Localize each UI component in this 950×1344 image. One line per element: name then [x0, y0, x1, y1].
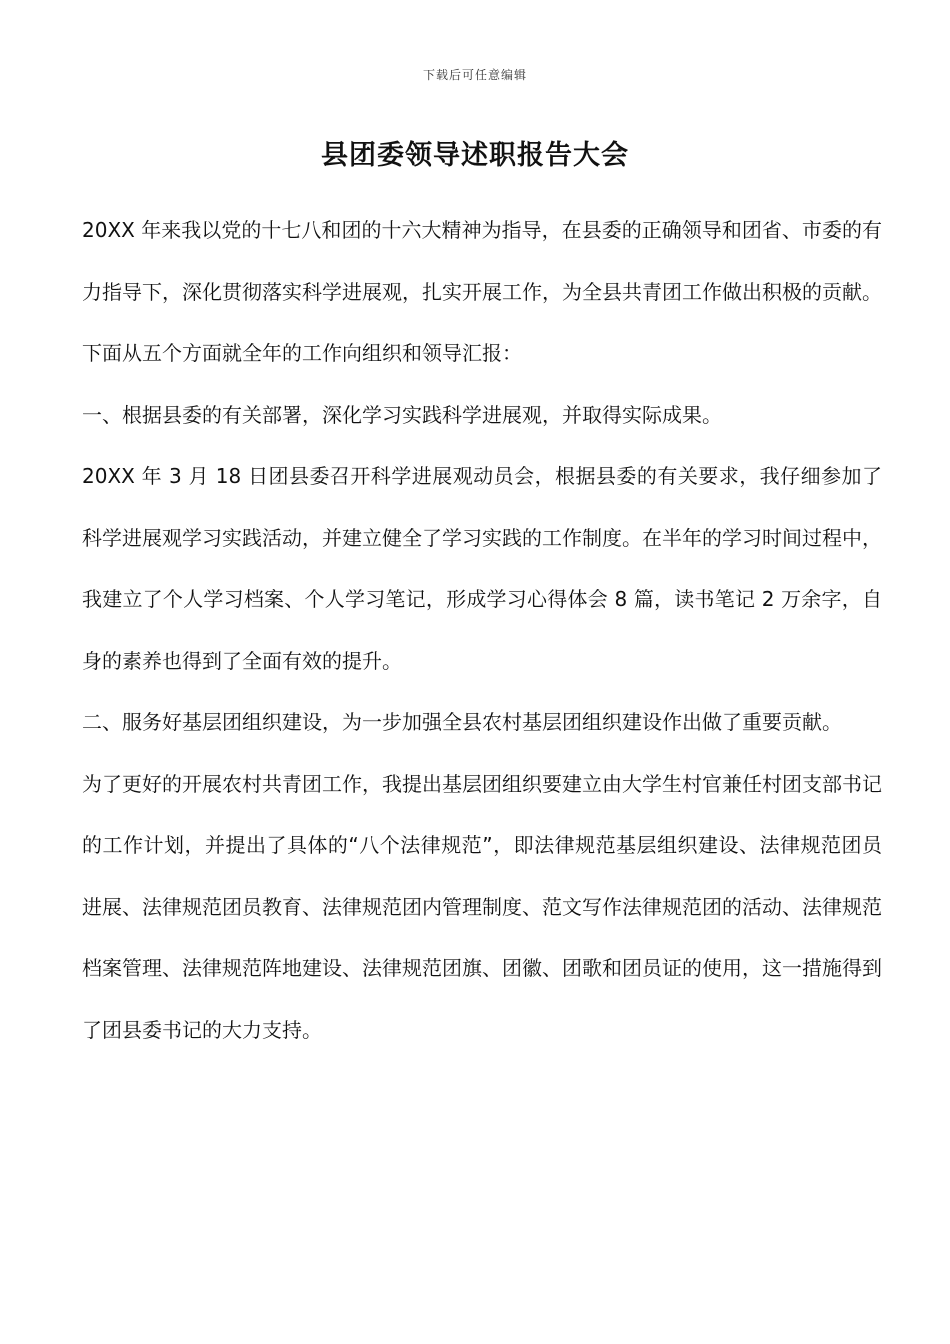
document-body [82, 200, 882, 1061]
paragraph-section-2: 为了更好的开展农村共青团工作，我提出基层团组织要建立由大学生村官兼任村团支部书记的工作计划，并提出了具体的“八个法律规范”，即法律规范基层组织建设、法律规范团员进展、法律规范团员教育、法律规范团内管理制度、范文写作法律规范团的活动、法律规范档案管理、法律规范阵地建设、法律规范团旗、团徽、团歌和团员证的使用，这一措施得到了团县委书记的大力支持。 [82, 771, 882, 1042]
header-note: 下载后可任意编辑 [422, 68, 527, 82]
paragraph-section-1: 20XX 年 3 月 18 日团县委召开科学进展观动员会，根据县委的有关要求，我仔细参加了科学进展观学习实践活动，并建立健全了学习实践的工作制度。在半年的学习时间过程中，我建立了个人学习档案、个人学习笔记，形成学习心得体会 8 篇，读书笔记 2 万余字，自身的素养也得到了全面有效的提升。 [82, 464, 882, 673]
section-heading-2: 二、服务好基层团组织建设，为一步加强全县农村基层团组织建设作出做了重要贡献。 [82, 710, 842, 734]
section-heading-1: 一、根据县委的有关部署，深化学习实践科学进展观，并取得实际成果。 [82, 402, 722, 427]
document-title: 县团委领导述职报告大会 [321, 140, 629, 171]
paragraph-intro: 20XX 年来我以党的十七八和团的十六大精神为指导，在县委的正确领导和团省、市委的有力指导下，深化贯彻落实科学进展观，扎实开展工作，为全县共青团工作做出积极的贡献。 [82, 218, 882, 304]
paragraph-overview: 下面从五个方面就全年的工作向组织和领导汇报： [82, 341, 522, 365]
